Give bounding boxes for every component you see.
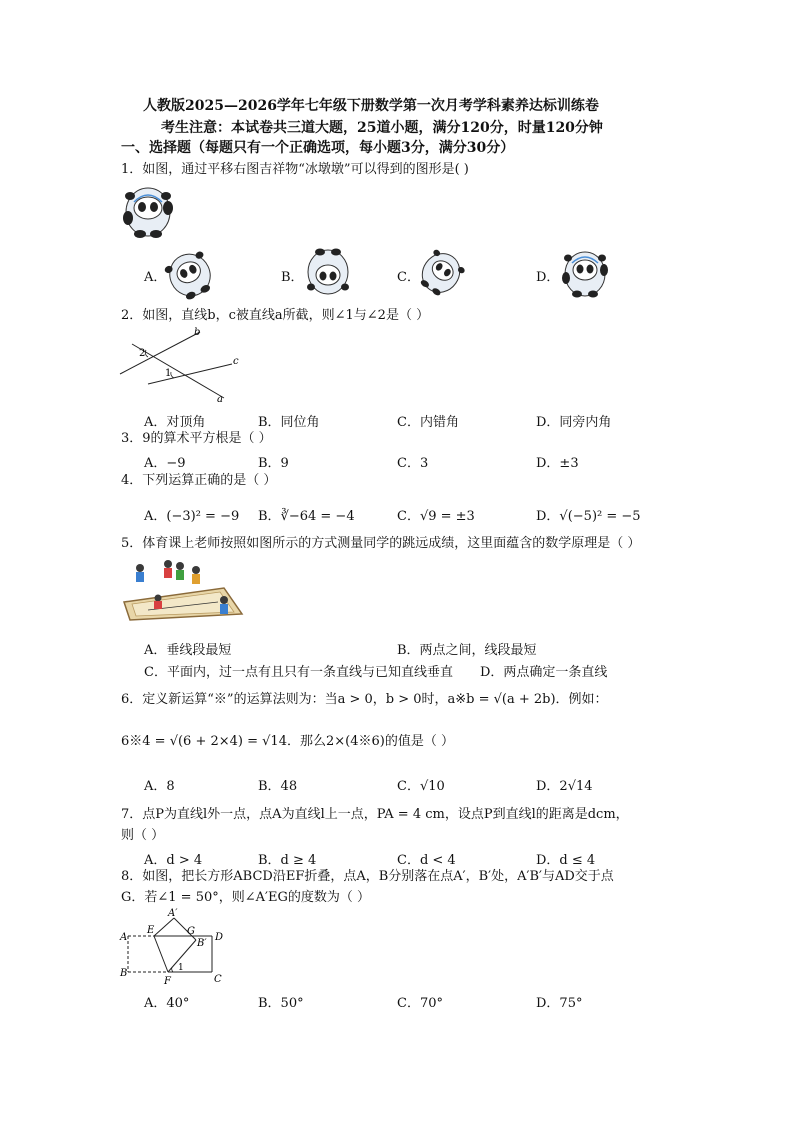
q6-option-d[interactable]: D．2√14 bbox=[536, 779, 593, 794]
q4-stem: 4．下列运算正确的是（ ） bbox=[121, 473, 277, 488]
q4-option-d[interactable]: D．√(−5)² = −5 bbox=[536, 509, 641, 524]
q1-option-b[interactable]: B． bbox=[281, 270, 304, 285]
q8-stem-line1: 8．如图，把长方形ABCD沿EF折叠，点A，B分别落在点A′，B′处，A′B′与AD交于点 bbox=[121, 869, 614, 884]
label-D: D bbox=[215, 932, 224, 943]
q6-option-b[interactable]: B．48 bbox=[258, 779, 298, 794]
q4-option-c[interactable]: C．√9 = ±3 bbox=[397, 509, 475, 524]
line-c bbox=[148, 364, 232, 384]
label-E: E bbox=[147, 925, 155, 936]
q6-stem-line1: 6．定义新运算“※”的运算法则为：当a > 0，b > 0时，a※b = √(a + 2b)．例如： bbox=[121, 692, 608, 707]
q8-option-d[interactable]: D．75° bbox=[536, 996, 583, 1011]
q1-stem: 1．如图，通过平移右图吉祥物“冰墩墩”可以得到的图形是( ) bbox=[121, 162, 469, 177]
label-A-prime: A′ bbox=[168, 908, 178, 919]
q7-stem-line2: 则（ ） bbox=[121, 828, 165, 843]
mascot-option-b-image[interactable] bbox=[300, 244, 356, 300]
section-1-header: 一、选择题（每题只有一个正确选项，每小题3分，满分30分） bbox=[121, 140, 515, 156]
q8-option-c[interactable]: C．70° bbox=[397, 996, 443, 1011]
mascot-reference-image bbox=[118, 182, 178, 238]
label-a: a bbox=[217, 394, 223, 404]
q2-lines-figure bbox=[118, 326, 248, 404]
q6-option-c[interactable]: C．√10 bbox=[397, 779, 445, 794]
q3-option-d[interactable]: D．±3 bbox=[536, 456, 579, 471]
label-G: G bbox=[187, 926, 195, 937]
q7-option-a[interactable]: A．d > 4 bbox=[144, 853, 203, 868]
q6-stem-line2: 6※4 = √(6 + 2×4) = √14．那么2×(4※6)的值是（ ） bbox=[121, 734, 454, 749]
q1-option-a[interactable]: A． bbox=[144, 270, 167, 285]
angle-1-label: 1 bbox=[178, 963, 184, 973]
q7-stem-line1: 7．点P为直线l外一点，点A为直线l上一点，PA = 4 cm，设点P到直线l的距离是dcm， bbox=[121, 807, 629, 822]
line-b bbox=[120, 332, 200, 374]
q1-option-d[interactable]: D． bbox=[536, 270, 560, 285]
label-A: A bbox=[120, 932, 128, 943]
mascot-option-c-image[interactable] bbox=[416, 248, 466, 298]
q5-option-c[interactable]: C．平面内，过一点有且只有一条直线与已知直线垂直 bbox=[144, 665, 453, 680]
q3-option-b[interactable]: B．9 bbox=[258, 456, 289, 471]
q8-option-b[interactable]: B．50° bbox=[258, 996, 304, 1011]
q8-folded-rectangle-figure bbox=[116, 906, 236, 988]
q1-option-c[interactable]: C． bbox=[397, 270, 420, 285]
line-a bbox=[132, 344, 224, 398]
angle-2-label: 2 bbox=[139, 348, 146, 359]
exam-notice: 考生注意：本试卷共三道大题，25道小题，满分120分，时量120分钟 bbox=[161, 120, 603, 136]
q6-option-a[interactable]: A．8 bbox=[144, 779, 175, 794]
label-F: F bbox=[164, 976, 171, 987]
q3-stem: 3．9的算术平方根是（ ） bbox=[121, 431, 272, 446]
q8-stem-line2: G．若∠1 = 50°，则∠A′EG的度数为（ ） bbox=[121, 890, 370, 905]
mascot-option-a-image[interactable] bbox=[162, 250, 218, 300]
q4-option-b[interactable]: B．∛−64 = −4 bbox=[258, 509, 355, 524]
q2-option-a[interactable]: A．对顶角 bbox=[144, 415, 206, 430]
label-b: b bbox=[194, 327, 201, 338]
page-title: 人教版2025—2026学年七年级下册数学第一次月考学科素养达标训练卷 bbox=[143, 98, 599, 114]
q7-option-c[interactable]: C．d < 4 bbox=[397, 853, 456, 868]
q4-option-a[interactable]: A．(−3)² = −9 bbox=[144, 509, 240, 524]
long-jump-illustration bbox=[118, 558, 248, 624]
q5-option-b[interactable]: B．两点之间，线段最短 bbox=[397, 643, 537, 658]
q3-option-a[interactable]: A．−9 bbox=[144, 456, 186, 471]
q5-option-a[interactable]: A．垂线段最短 bbox=[144, 643, 232, 658]
q8-option-a[interactable]: A．40° bbox=[144, 996, 190, 1011]
q2-option-d[interactable]: D．同旁内角 bbox=[536, 415, 612, 430]
label-B: B bbox=[120, 968, 128, 979]
label-c: c bbox=[233, 356, 239, 367]
q5-stem: 5．体育课上老师按照如图所示的方式测量同学的跳远成绩，这里面蕴含的数学原理是（ ） bbox=[121, 536, 641, 551]
q3-option-c[interactable]: C．3 bbox=[397, 456, 429, 471]
q5-option-d[interactable]: D．两点确定一条直线 bbox=[480, 665, 608, 680]
q7-option-d[interactable]: D．d ≤ 4 bbox=[536, 853, 596, 868]
label-B-prime: B′ bbox=[197, 938, 207, 949]
mascot-option-d-image[interactable] bbox=[558, 246, 612, 300]
q2-option-b[interactable]: B．同位角 bbox=[258, 415, 320, 430]
q2-option-c[interactable]: C．内错角 bbox=[397, 415, 459, 430]
q2-stem: 2．如图，直线b，c被直线a所截，则∠1与∠2是（ ） bbox=[121, 308, 430, 323]
label-C: C bbox=[214, 974, 222, 985]
q7-option-b[interactable]: B．d ≥ 4 bbox=[258, 853, 317, 868]
angle-1-label: 1 bbox=[165, 368, 172, 379]
